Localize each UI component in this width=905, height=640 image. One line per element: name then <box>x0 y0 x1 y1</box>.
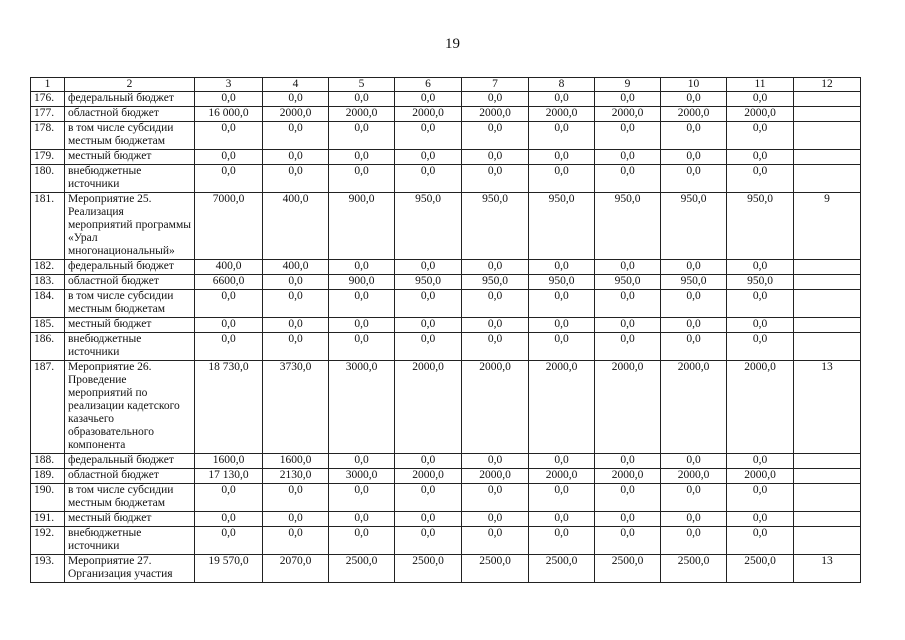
amount-cell: 0,0 <box>727 484 794 512</box>
amount-cell: 0,0 <box>462 260 529 275</box>
amount-cell: 7000,0 <box>195 193 263 260</box>
amount-cell: 950,0 <box>395 275 462 290</box>
column-header: 11 <box>727 78 794 92</box>
column-header: 5 <box>329 78 395 92</box>
amount-cell: 0,0 <box>395 512 462 527</box>
amount-cell: 950,0 <box>595 193 661 260</box>
amount-cell: 400,0 <box>263 260 329 275</box>
amount-cell: 0,0 <box>329 290 395 318</box>
amount-cell: 3000,0 <box>329 361 395 454</box>
amount-cell: 2000,0 <box>395 107 462 122</box>
amount-cell: 0,0 <box>395 290 462 318</box>
amount-cell: 2000,0 <box>263 107 329 122</box>
amount-cell: 0,0 <box>529 260 595 275</box>
amount-cell: 6600,0 <box>195 275 263 290</box>
table-row <box>31 290 861 318</box>
amount-cell: 16 000,0 <box>195 107 263 122</box>
row-number: 188. <box>31 454 65 469</box>
target-indicator-cell <box>794 122 861 150</box>
amount-cell: 0,0 <box>661 484 727 512</box>
target-indicator-cell <box>794 165 861 193</box>
amount-cell: 2000,0 <box>329 107 395 122</box>
amount-cell: 0,0 <box>595 92 661 107</box>
amount-cell: 0,0 <box>462 333 529 361</box>
target-indicator-cell <box>794 275 861 290</box>
amount-cell: 0,0 <box>329 260 395 275</box>
amount-cell: 950,0 <box>595 275 661 290</box>
amount-cell: 0,0 <box>395 92 462 107</box>
table-row <box>31 484 861 512</box>
amount-cell: 0,0 <box>462 290 529 318</box>
table-row <box>31 150 861 165</box>
amount-cell: 0,0 <box>462 527 529 555</box>
row-number: 192. <box>31 527 65 555</box>
table-row <box>31 122 861 150</box>
target-indicator-cell: 13 <box>794 361 861 454</box>
target-indicator-cell <box>794 333 861 361</box>
row-number: 179. <box>31 150 65 165</box>
amount-cell: 2000,0 <box>595 107 661 122</box>
amount-cell: 2000,0 <box>727 361 794 454</box>
amount-cell: 900,0 <box>329 275 395 290</box>
amount-cell: 950,0 <box>727 275 794 290</box>
target-indicator-cell <box>794 150 861 165</box>
row-number: 190. <box>31 484 65 512</box>
amount-cell: 0,0 <box>329 92 395 107</box>
amount-cell: 0,0 <box>595 260 661 275</box>
amount-cell: 0,0 <box>727 333 794 361</box>
amount-cell: 0,0 <box>395 484 462 512</box>
amount-cell: 1600,0 <box>195 454 263 469</box>
row-description: областной бюджет <box>65 107 195 122</box>
table-row <box>31 361 861 454</box>
amount-cell: 0,0 <box>395 318 462 333</box>
amount-cell: 0,0 <box>263 165 329 193</box>
amount-cell: 0,0 <box>661 260 727 275</box>
amount-cell: 0,0 <box>263 527 329 555</box>
amount-cell: 2000,0 <box>661 107 727 122</box>
amount-cell: 0,0 <box>529 333 595 361</box>
amount-cell: 0,0 <box>195 512 263 527</box>
table-header-row <box>31 78 861 92</box>
row-number: 189. <box>31 469 65 484</box>
amount-cell: 0,0 <box>263 512 329 527</box>
amount-cell: 0,0 <box>329 454 395 469</box>
amount-cell: 0,0 <box>727 318 794 333</box>
target-indicator-cell <box>794 107 861 122</box>
amount-cell: 0,0 <box>727 122 794 150</box>
amount-cell: 1600,0 <box>263 454 329 469</box>
row-number: 184. <box>31 290 65 318</box>
amount-cell: 0,0 <box>329 527 395 555</box>
amount-cell: 0,0 <box>595 454 661 469</box>
amount-cell: 0,0 <box>195 165 263 193</box>
amount-cell: 2130,0 <box>263 469 329 484</box>
row-description: в том числе субсидии местным бюджетам <box>65 484 195 512</box>
column-header: 8 <box>529 78 595 92</box>
table-row <box>31 469 861 484</box>
amount-cell: 19 570,0 <box>195 555 263 583</box>
amount-cell: 0,0 <box>529 484 595 512</box>
row-description: федеральный бюджет <box>65 454 195 469</box>
amount-cell: 2500,0 <box>727 555 794 583</box>
row-description: внебюджетные источники <box>65 333 195 361</box>
row-number: 186. <box>31 333 65 361</box>
amount-cell: 0,0 <box>462 150 529 165</box>
target-indicator-cell: 13 <box>794 555 861 583</box>
amount-cell: 0,0 <box>727 290 794 318</box>
amount-cell: 3000,0 <box>329 469 395 484</box>
row-number: 176. <box>31 92 65 107</box>
column-header: 1 <box>31 78 65 92</box>
row-number: 178. <box>31 122 65 150</box>
amount-cell: 17 130,0 <box>195 469 263 484</box>
amount-cell: 0,0 <box>263 92 329 107</box>
amount-cell: 2000,0 <box>661 361 727 454</box>
amount-cell: 0,0 <box>661 92 727 107</box>
amount-cell: 0,0 <box>195 527 263 555</box>
amount-cell: 0,0 <box>529 318 595 333</box>
table-row <box>31 454 861 469</box>
target-indicator-cell <box>794 469 861 484</box>
amount-cell: 0,0 <box>661 318 727 333</box>
amount-cell: 2500,0 <box>395 555 462 583</box>
amount-cell: 2500,0 <box>329 555 395 583</box>
column-header: 6 <box>395 78 462 92</box>
amount-cell: 0,0 <box>462 318 529 333</box>
row-description: местный бюджет <box>65 150 195 165</box>
amount-cell: 950,0 <box>529 193 595 260</box>
row-number: 187. <box>31 361 65 454</box>
amount-cell: 0,0 <box>529 150 595 165</box>
amount-cell: 950,0 <box>395 193 462 260</box>
amount-cell: 0,0 <box>661 150 727 165</box>
amount-cell: 2500,0 <box>462 555 529 583</box>
amount-cell: 0,0 <box>395 260 462 275</box>
amount-cell: 0,0 <box>661 527 727 555</box>
amount-cell: 0,0 <box>462 512 529 527</box>
amount-cell: 0,0 <box>329 512 395 527</box>
target-indicator-cell <box>794 484 861 512</box>
row-number: 180. <box>31 165 65 193</box>
amount-cell: 0,0 <box>395 122 462 150</box>
column-header: 2 <box>65 78 195 92</box>
table-row <box>31 333 861 361</box>
row-description: в том числе субсидии местным бюджетам <box>65 122 195 150</box>
row-number: 177. <box>31 107 65 122</box>
row-description: федеральный бюджет <box>65 260 195 275</box>
amount-cell: 0,0 <box>529 92 595 107</box>
amount-cell: 0,0 <box>195 333 263 361</box>
amount-cell: 0,0 <box>661 333 727 361</box>
amount-cell: 0,0 <box>595 165 661 193</box>
table-row <box>31 107 861 122</box>
amount-cell: 2000,0 <box>661 469 727 484</box>
amount-cell: 0,0 <box>195 92 263 107</box>
amount-cell: 0,0 <box>727 512 794 527</box>
amount-cell: 0,0 <box>263 484 329 512</box>
amount-cell: 0,0 <box>263 318 329 333</box>
row-number: 193. <box>31 555 65 583</box>
amount-cell: 0,0 <box>727 92 794 107</box>
amount-cell: 2000,0 <box>395 469 462 484</box>
amount-cell: 0,0 <box>727 150 794 165</box>
amount-cell: 950,0 <box>529 275 595 290</box>
amount-cell: 0,0 <box>195 122 263 150</box>
row-description: внебюджетные источники <box>65 527 195 555</box>
row-description: Мероприятие 26. Проведение мероприятий по реализации кадетского казачьего образовательного компонента <box>65 361 195 454</box>
target-indicator-cell <box>794 260 861 275</box>
amount-cell: 2070,0 <box>263 555 329 583</box>
amount-cell: 2500,0 <box>661 555 727 583</box>
row-description: областной бюджет <box>65 275 195 290</box>
amount-cell: 0,0 <box>329 333 395 361</box>
amount-cell: 0,0 <box>195 290 263 318</box>
amount-cell: 0,0 <box>395 333 462 361</box>
amount-cell: 3730,0 <box>263 361 329 454</box>
row-description: Мероприятие 25. Реализация мероприятий программы «Урал многонациональный» <box>65 193 195 260</box>
amount-cell: 0,0 <box>462 122 529 150</box>
amount-cell: 2500,0 <box>529 555 595 583</box>
amount-cell: 0,0 <box>727 527 794 555</box>
amount-cell: 0,0 <box>595 318 661 333</box>
table-row <box>31 193 861 260</box>
amount-cell: 2000,0 <box>529 469 595 484</box>
row-description: в том числе субсидии местным бюджетам <box>65 290 195 318</box>
amount-cell: 0,0 <box>263 290 329 318</box>
table-row <box>31 512 861 527</box>
amount-cell: 0,0 <box>395 150 462 165</box>
amount-cell: 0,0 <box>395 454 462 469</box>
column-header: 9 <box>595 78 661 92</box>
amount-cell: 18 730,0 <box>195 361 263 454</box>
amount-cell: 2000,0 <box>462 469 529 484</box>
budget-table <box>30 77 861 583</box>
amount-cell: 950,0 <box>462 193 529 260</box>
table-row <box>31 260 861 275</box>
amount-cell: 2000,0 <box>529 107 595 122</box>
column-header: 12 <box>794 78 861 92</box>
amount-cell: 2000,0 <box>462 361 529 454</box>
amount-cell: 0,0 <box>595 290 661 318</box>
amount-cell: 0,0 <box>661 512 727 527</box>
amount-cell: 950,0 <box>727 193 794 260</box>
column-header: 3 <box>195 78 263 92</box>
target-indicator-cell <box>794 527 861 555</box>
amount-cell: 0,0 <box>595 150 661 165</box>
amount-cell: 0,0 <box>329 150 395 165</box>
amount-cell: 0,0 <box>661 165 727 193</box>
amount-cell: 0,0 <box>462 165 529 193</box>
target-indicator-cell <box>794 512 861 527</box>
amount-cell: 0,0 <box>595 527 661 555</box>
amount-cell: 0,0 <box>529 122 595 150</box>
row-number: 183. <box>31 275 65 290</box>
amount-cell: 0,0 <box>595 333 661 361</box>
amount-cell: 950,0 <box>462 275 529 290</box>
amount-cell: 0,0 <box>727 165 794 193</box>
row-description: Мероприятие 27. Организация участия <box>65 555 195 583</box>
amount-cell: 0,0 <box>329 122 395 150</box>
row-description: федеральный бюджет <box>65 92 195 107</box>
row-description: областной бюджет <box>65 469 195 484</box>
row-description: местный бюджет <box>65 318 195 333</box>
amount-cell: 2000,0 <box>595 469 661 484</box>
column-header: 10 <box>661 78 727 92</box>
amount-cell: 400,0 <box>195 260 263 275</box>
row-number: 181. <box>31 193 65 260</box>
table-row <box>31 318 861 333</box>
amount-cell: 0,0 <box>462 92 529 107</box>
amount-cell: 0,0 <box>529 454 595 469</box>
row-number: 191. <box>31 512 65 527</box>
amount-cell: 0,0 <box>529 165 595 193</box>
amount-cell: 0,0 <box>263 333 329 361</box>
amount-cell: 0,0 <box>727 260 794 275</box>
row-description: внебюджетные источники <box>65 165 195 193</box>
amount-cell: 0,0 <box>329 484 395 512</box>
table-row <box>31 165 861 193</box>
amount-cell: 950,0 <box>661 275 727 290</box>
amount-cell: 2000,0 <box>395 361 462 454</box>
amount-cell: 0,0 <box>595 484 661 512</box>
column-header: 7 <box>462 78 529 92</box>
row-number: 182. <box>31 260 65 275</box>
target-indicator-cell <box>794 454 861 469</box>
amount-cell: 0,0 <box>263 275 329 290</box>
row-description: местный бюджет <box>65 512 195 527</box>
amount-cell: 0,0 <box>727 454 794 469</box>
amount-cell: 0,0 <box>462 454 529 469</box>
page-number: 19 <box>445 36 460 52</box>
amount-cell: 0,0 <box>395 165 462 193</box>
amount-cell: 0,0 <box>263 150 329 165</box>
target-indicator-cell <box>794 92 861 107</box>
amount-cell: 950,0 <box>661 193 727 260</box>
amount-cell: 0,0 <box>661 122 727 150</box>
amount-cell: 0,0 <box>595 512 661 527</box>
amount-cell: 0,0 <box>195 150 263 165</box>
amount-cell: 0,0 <box>595 122 661 150</box>
amount-cell: 2000,0 <box>595 361 661 454</box>
amount-cell: 0,0 <box>661 290 727 318</box>
amount-cell: 2500,0 <box>595 555 661 583</box>
amount-cell: 0,0 <box>661 454 727 469</box>
table-row <box>31 275 861 290</box>
amount-cell: 2000,0 <box>727 469 794 484</box>
amount-cell: 2000,0 <box>462 107 529 122</box>
amount-cell: 900,0 <box>329 193 395 260</box>
target-indicator-cell <box>794 318 861 333</box>
table-row <box>31 92 861 107</box>
amount-cell: 0,0 <box>462 484 529 512</box>
amount-cell: 2000,0 <box>529 361 595 454</box>
table-row <box>31 527 861 555</box>
amount-cell: 400,0 <box>263 193 329 260</box>
amount-cell: 0,0 <box>195 484 263 512</box>
target-indicator-cell: 9 <box>794 193 861 260</box>
target-indicator-cell <box>794 290 861 318</box>
amount-cell: 0,0 <box>529 512 595 527</box>
amount-cell: 0,0 <box>263 122 329 150</box>
amount-cell: 0,0 <box>329 318 395 333</box>
amount-cell: 0,0 <box>395 527 462 555</box>
column-header: 4 <box>263 78 329 92</box>
amount-cell: 0,0 <box>329 165 395 193</box>
amount-cell: 0,0 <box>195 318 263 333</box>
amount-cell: 0,0 <box>529 527 595 555</box>
table-row <box>31 555 861 583</box>
amount-cell: 0,0 <box>529 290 595 318</box>
row-number: 185. <box>31 318 65 333</box>
amount-cell: 2000,0 <box>727 107 794 122</box>
